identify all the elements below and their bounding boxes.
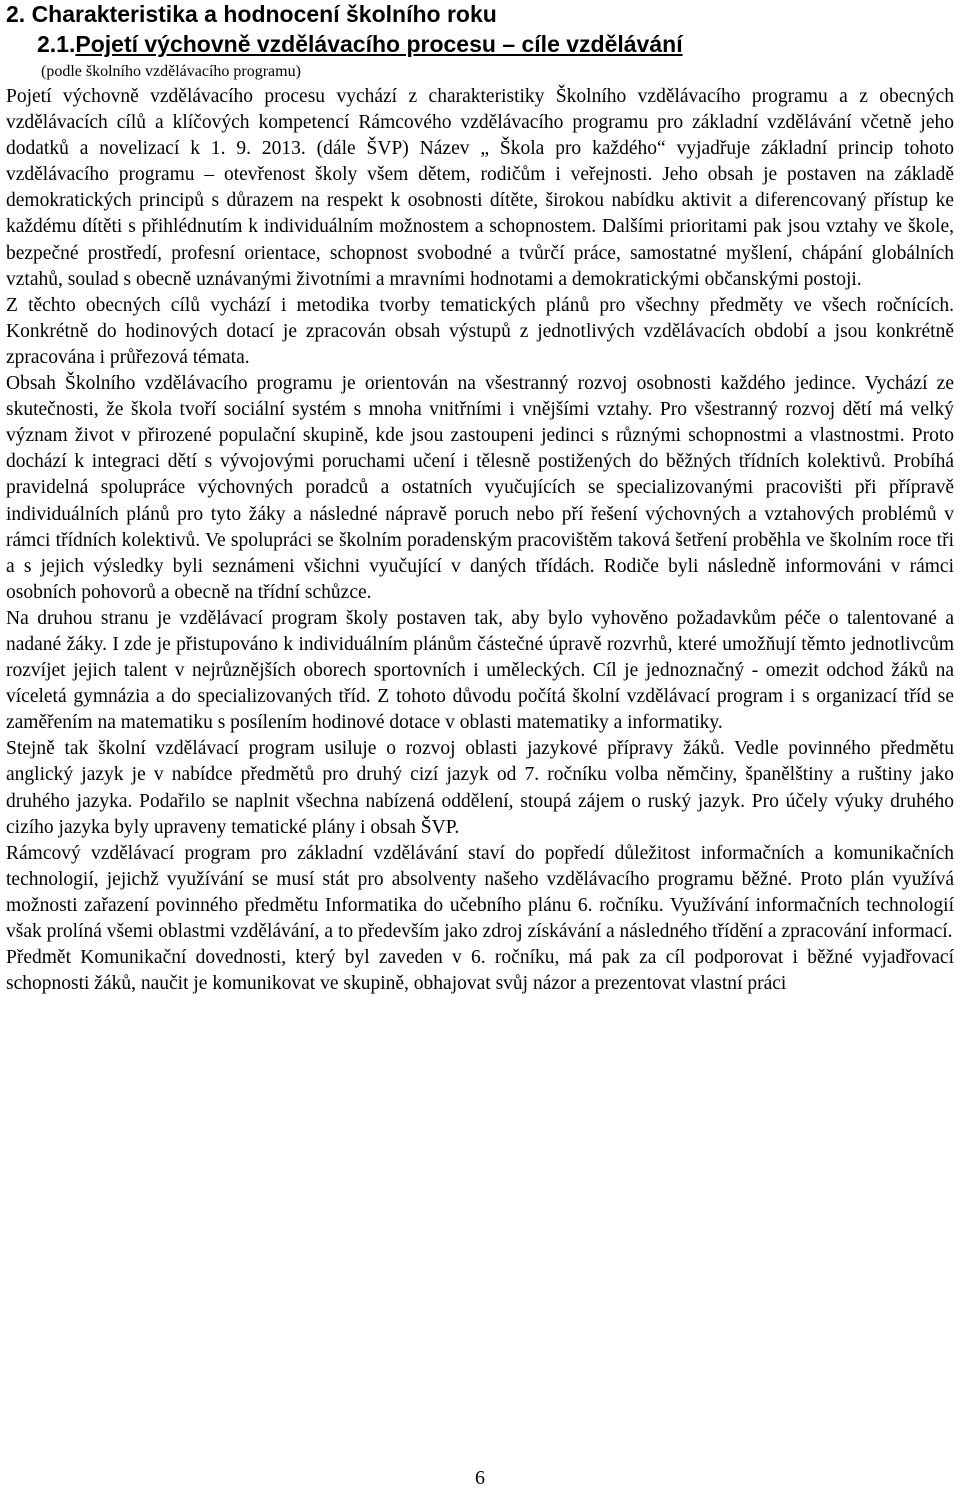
- subsection-heading: [37, 28, 954, 60]
- paragraph-5: Stejně tak školní vzdělávací program usiluje o rozvoj oblasti jazykové přípravy žáků. Vedle povinného předmětu anglický jazyk je v nabídce předmětů pro druhý cizí jazyk od 7. ročníku volba němčiny, španělštiny a ruštiny jako druhého jazyka. Podařilo se naplnit všechna nabízená oddělení, stoupá zájem o ruský jazyk. Pro účely výuky druhého cizího jazyka byly upraveny tematické plány i obsah ŠVP.: [6, 738, 954, 838]
- paragraph-7: Předmět Komunikační dovednosti, který byl zaveden v 6. ročníku, má pak za cíl podporovat i běžné vyjadřovací schopnosti žáků, naučit je komunikovat ve skupině, obhajovat svůj názor a prezentovat vlastní práci: [6, 947, 954, 995]
- paragraph-2: Z těchto obecných cílů vychází i metodika tvorby tematických plánů pro všechny předměty ve všech ročnících. Konkrétně do hodinových dotací je zpracován obsah výstupů z jednotlivých vzdělávacích období a jsou konkrétně zpracována i průřezová témata.: [6, 294, 954, 368]
- subsection-number: 2.1.: [37, 31, 76, 57]
- subsection-title: Pojetí výchovně vzdělávacího procesu – cíle vzdělávání: [75, 31, 683, 57]
- paragraph-6: Rámcový vzdělávací program pro základní vzdělávání staví do popředí důležitost informačních a komunikačních technologií, jejichž využívání se musí stát pro absolventy našeho vzdělávacího programu běžné. Proto plán využívá možnosti zařazení povinného předmětu Informatika do učebního plánu 6. ročníku. Využívání informačních technologií však prolíná všemi oblastmi vzdělávání, a to především jako zdroj získávání a následného třídění a zpracování informací.: [6, 842, 954, 942]
- subtitle: (podle školního vzdělávacího programu): [41, 63, 301, 80]
- document-page: [6, 0, 954, 997]
- paragraph-1: Pojetí výchovně vzdělávacího procesu vychází z charakteristiky Školního vzdělávacího programu a z obecných vzdělávacích cílů a klíčových kompetencí Rámcového vzdělávacího programu pro základní vzdělávání včetně jeho dodatků a novelizací k 1. 9. 2013. (dále ŠVP) Název „ Škola pro každého“ vyjadřuje základní princip tohoto vzdělávacího programu – otevřenost školy všem dětem, rodičům i veřejnosti. Jeho obsah je postaven na základě demokratických principů s důrazem na respekt k osobnosti dítěte, širokou nabídku aktivit a diferencovaný přístup ke každému dítěti s přihlédnutím k individuálním možnostem a schopnostem. Dalšími prioritami pak jsou vztahy ve škole, bezpečné prostředí, profesní orientace, schopnost svobodné a tvůrčí práce, samostatné myšlení, chápání globálních vztahů, soulad s obecně uznávanými životními a mravními hodnotami a demokratickými občanskými postoji.: [6, 86, 954, 290]
- paragraph-4: Na druhou stranu je vzdělávací program školy postaven tak, aby bylo vyhověno požadavkům péče o talentované a nadané žáky. I zde je přistupováno k individuálním plánům částečné úpravě rozvrhů, které umožňují těmto jednotlivcům rozvíjet jejich talent v nejrůznějších oborech sportovních i uměleckých. Cíl je jednoznačný - omezit odchod žáků na víceletá gymnázia a do specializovaných tříd. Z tohoto důvodu počítá školní vzdělávací program i s organizací tříd se zaměřením na matematiku s posílením hodinové dotace v oblasti matematiky a informatiky.: [6, 607, 954, 734]
- section-heading: 2. Charakteristika a hodnocení školního roku: [6, 1, 497, 27]
- page-number: 6: [475, 1467, 485, 1489]
- paragraph-3: Obsah Školního vzdělávacího programu je orientován na všestranný rozvoj osobnosti každého jedince. Vychází ze skutečnosti, že škola tvoří sociální systém s mnoha vnitřními i vnějšími vztahy. Pro všestranný rozvoj dětí má velký význam život v přirozené populační skupině, kde jsou zastoupeni jedinci s různými schopnostmi a vlastnostmi. Proto dochází k integraci dětí s vývojovými poruchami učení i tělesně postižených do běžných třídních kolektivů. Probíhá pravidelná spolupráce výchovných poradců a ostatních vyučujících se specializovanými pracovišti při přípravě individuálních plánů pro tyto žáky a následné nápravě poruch nebo pří řešení výchovných a vztahových problémů v rámci třídních kolektivů. Ve spolupráci se školním poradenským pracovištěm taková šetření proběhla ve školním roce tři a s jejich výsledky byli seznámeni všichni vyučující v daných třídách. Rodiče byli následně informováni v rámci osobních pohovorů a obecně na třídní schůzce.: [6, 373, 954, 603]
